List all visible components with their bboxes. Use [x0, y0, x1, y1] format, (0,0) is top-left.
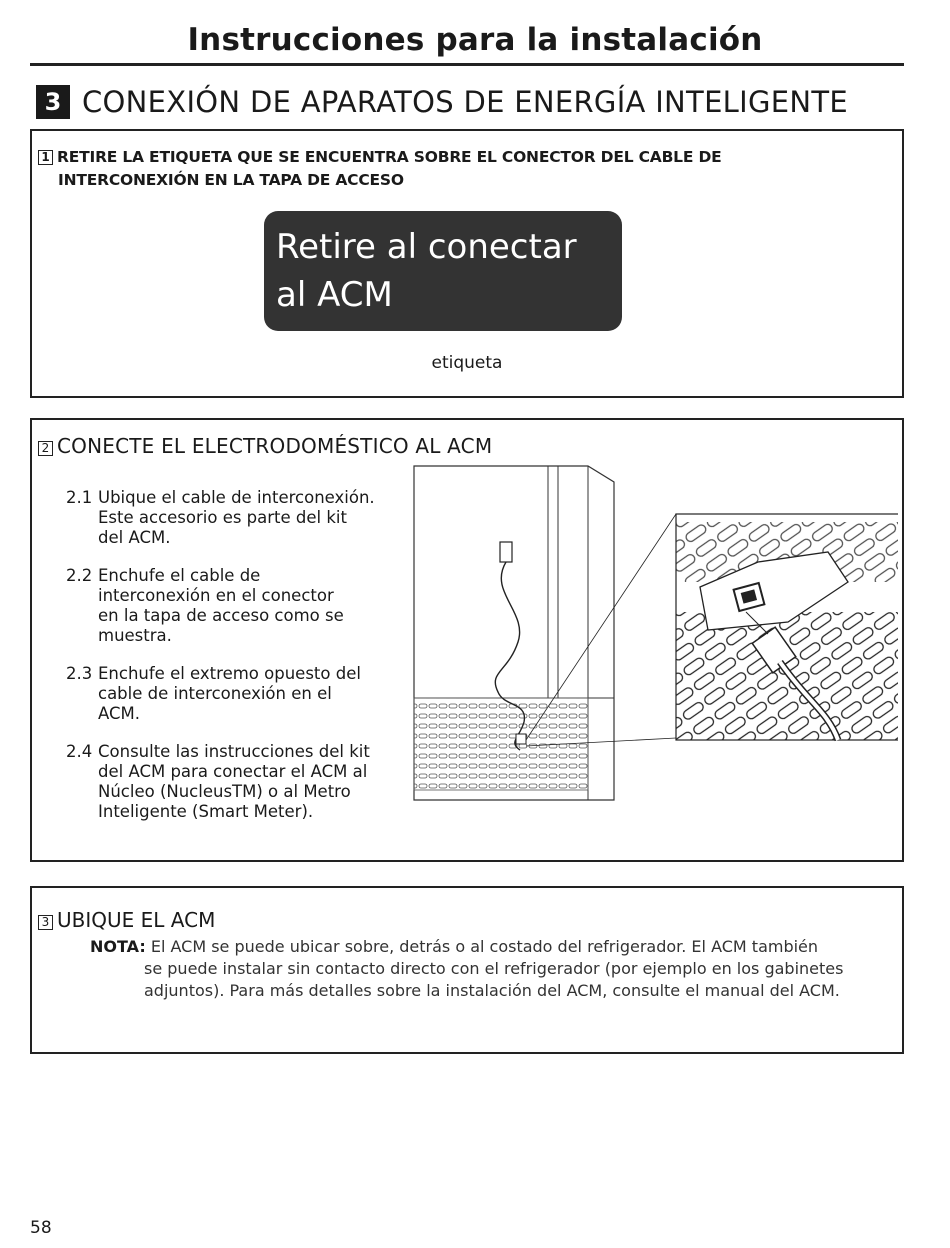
- substep-text: Enchufe el cable de: [98, 566, 261, 585]
- note-line2: se puede instalar sin contacto directo con el refrigerador (por ejemplo en los gabinetes: [144, 959, 844, 978]
- step3-number: 3: [38, 915, 53, 930]
- substep-text: en la tapa de acceso como se: [98, 606, 344, 625]
- substep-2-4: [66, 742, 426, 822]
- note-label: NOTA:: [90, 937, 146, 956]
- step2-heading-text: CONECTE EL ELECTRODOMÉSTICO AL ACM: [57, 434, 493, 458]
- step1-heading-line2: INTERCONEXIÓN EN LA TAPA DE ACCESO: [58, 171, 404, 189]
- step1-number: 1: [38, 150, 53, 165]
- page-title: Instrucciones para la instalación: [187, 22, 763, 58]
- substep-text: ACM.: [98, 704, 140, 723]
- note-line1: El ACM se puede ubicar sobre, detrás o al costado del refrigerador. El ACM también: [150, 937, 819, 956]
- label-caption: etiqueta: [431, 353, 503, 373]
- step3-heading-text: UBIQUE EL ACM: [57, 908, 216, 932]
- step3-heading: [38, 908, 215, 932]
- section-number-badge: 3: [36, 85, 70, 119]
- substep-text: interconexión en el conector: [98, 586, 334, 605]
- sticker-line2: al ACM: [276, 275, 393, 315]
- step1-panel: [30, 129, 904, 398]
- connector-detail-inset: [676, 514, 898, 740]
- substep-number: 2.2: [66, 566, 93, 585]
- substep-number: 2.1: [66, 488, 93, 507]
- header-divider: [30, 63, 904, 66]
- step2-heading: [38, 434, 492, 458]
- substep-text: muestra.: [98, 626, 172, 645]
- step3-panel: [30, 886, 904, 1054]
- sticker-line1: Retire al conectar: [276, 227, 577, 267]
- substep-2-3: [66, 664, 426, 724]
- section-heading: [36, 82, 848, 122]
- substep-text: del ACM.: [98, 528, 171, 547]
- substep-text: Ubique el cable de interconexión.: [98, 488, 375, 507]
- step1-heading-line1: RETIRE LA ETIQUETA QUE SE ENCUENTRA SOBRE EL CONECTOR DEL CABLE DE: [57, 148, 722, 166]
- substep-text: Este accesorio es parte del kit: [98, 508, 347, 527]
- step2-panel: [30, 418, 904, 862]
- substep-2-1: [66, 488, 426, 548]
- refrigerator-connection-illustration: [408, 462, 898, 802]
- section-title: CONEXIÓN DE APARATOS DE ENERGÍA INTELIGENTE: [82, 85, 849, 119]
- substep-number: 2.4: [66, 742, 93, 761]
- substep-number: 2.3: [66, 664, 93, 683]
- substep-text: Inteligente (Smart Meter).: [98, 802, 314, 821]
- acm-placement-note: [90, 936, 880, 1002]
- acm-label-sticker: [264, 211, 622, 331]
- refrigerator-drawing: [414, 466, 614, 800]
- step2-number: 2: [38, 441, 53, 456]
- substep-text: Núcleo (NucleusTM) o al Metro: [98, 782, 351, 801]
- page-number: 58: [30, 1218, 52, 1238]
- substep-2-2: [66, 566, 426, 646]
- note-line3: adjuntos). Para más detalles sobre la instalación del ACM, consulte el manual del ACM.: [144, 981, 840, 1000]
- substep-text: del ACM para conectar el ACM al: [98, 762, 368, 781]
- substep-text: Enchufe el extremo opuesto del: [98, 664, 361, 683]
- substep-text: cable de interconexión en el: [98, 684, 332, 703]
- step1-heading: [38, 146, 798, 192]
- substep-text: Consulte las instrucciones del kit: [98, 742, 370, 761]
- step2-substeps: [66, 488, 426, 840]
